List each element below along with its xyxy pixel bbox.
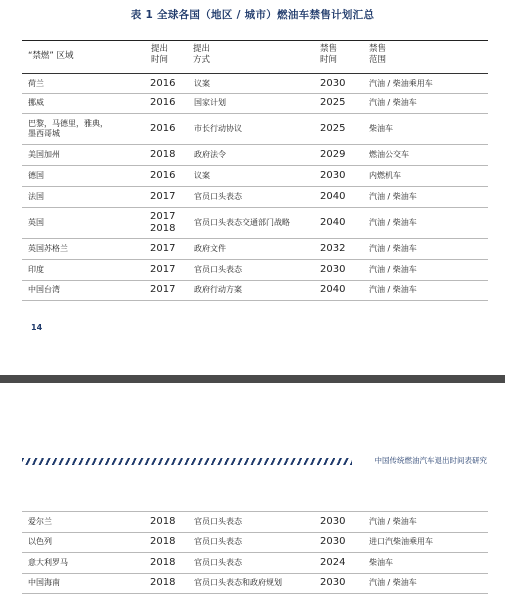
table-top-rule: [22, 40, 488, 41]
cell-region: 挪威: [28, 98, 44, 107]
cell-year: 2017: [150, 284, 176, 295]
row-rule: [22, 300, 488, 301]
cell-scope: 汽油 / 柴油车: [369, 98, 417, 107]
cell-stop: 2030: [320, 77, 346, 89]
cell-stop: 2040: [320, 190, 346, 202]
header-rule: [22, 73, 488, 74]
cell-method: 政府文件: [194, 243, 226, 253]
cell-stop: 2030: [320, 577, 346, 588]
cell-region: 荷兰: [28, 78, 44, 88]
cell-year: 2017: [150, 242, 176, 254]
cell-method: 政府行动方案: [194, 285, 242, 294]
cell-year: 2018: [150, 577, 176, 588]
cell-method: 议案: [194, 170, 210, 180]
row-rule: [22, 238, 488, 239]
cell-method: 官员口头表态: [194, 191, 242, 201]
cell-year: 2018: [150, 515, 176, 527]
cell-stop: 2030: [320, 515, 346, 527]
table2-top-rule: [22, 511, 488, 512]
cell-method: 国家计划: [194, 98, 226, 107]
cell-scope: 柴油车: [369, 123, 393, 133]
row-rule: [22, 93, 488, 94]
cell-stop: 2030: [320, 536, 346, 547]
row-rule: [22, 552, 488, 553]
cell-scope: 进口汽柴油乘用车: [369, 537, 433, 546]
cell-method: 市长行动协议: [194, 123, 242, 133]
running-header: 中国传统燃油汽车退出时间表研究: [374, 456, 487, 465]
cell-year: 2018: [150, 556, 176, 568]
cell-region: 印度: [28, 264, 44, 274]
row-rule: [22, 593, 488, 594]
cell-stop: 2032: [320, 242, 346, 254]
row-rule: [22, 144, 488, 145]
cell-region: 英国: [28, 217, 44, 227]
row-rule: [22, 532, 488, 533]
header-year: 提出 时间: [151, 44, 169, 65]
cell-region: 爱尔兰: [28, 516, 52, 526]
cell-stop: 2040: [320, 284, 346, 295]
cell-scope: 汽油 / 柴油车: [369, 243, 417, 253]
cell-region: 中国海南: [28, 578, 60, 587]
cell-method: 官员口头表态: [194, 516, 242, 526]
cell-year: 2018: [150, 148, 176, 160]
cell-scope: 汽油 / 柴油车: [369, 217, 417, 227]
header-method: 提出 方式: [193, 44, 211, 65]
cell-year: 2016: [150, 77, 176, 89]
row-rule: [22, 186, 488, 187]
cell-region: 美国加州: [28, 149, 60, 159]
cell-scope: 内燃机车: [369, 170, 401, 180]
cell-method: 官员口头表态: [194, 537, 242, 546]
cell-method: 官员口头表态交通部门战略: [194, 217, 290, 227]
cell-region: 英国苏格兰: [28, 243, 68, 253]
cell-year: 2017: [150, 263, 176, 275]
cell-stop: 2040: [320, 216, 346, 228]
header-region: “禁燃” 区域: [28, 51, 74, 61]
decorative-stripes: [22, 458, 352, 465]
cell-method: 官员口头表态: [194, 557, 242, 567]
cell-scope: 汽油 / 柴油乘用车: [369, 78, 433, 88]
cell-stop: 2030: [320, 169, 346, 181]
cell-year: 2016: [150, 169, 176, 181]
cell-region: 法国: [28, 191, 44, 201]
cell-year: 2017 2018: [150, 210, 176, 234]
cell-year: 2016: [150, 97, 176, 108]
cell-year: 2018: [150, 536, 176, 547]
cell-region: 以色列: [28, 537, 52, 546]
header-stop: 禁售 时间: [320, 44, 338, 65]
cell-scope: 汽油 / 柴油车: [369, 264, 417, 274]
cell-method: 政府法令: [194, 149, 226, 159]
table-title: 表 1 全球各国（地区 / 城市）燃油车禁售计划汇总: [130, 9, 375, 21]
cell-scope: 汽油 / 柴油车: [369, 285, 417, 294]
cell-scope: 汽油 / 柴油车: [369, 516, 417, 526]
cell-stop: 2030: [320, 263, 346, 275]
page-number: 14: [31, 323, 43, 332]
header-scope: 禁售 范围: [369, 44, 387, 65]
cell-method: 官员口头表态和政府规划: [194, 578, 282, 587]
row-rule: [22, 165, 488, 166]
cell-method: 议案: [194, 78, 210, 88]
cell-region: 中国台湾: [28, 285, 60, 294]
page-divider: [0, 375, 505, 383]
row-rule: [22, 259, 488, 260]
row-rule: [22, 113, 488, 114]
cell-region: 德国: [28, 170, 44, 180]
cell-region: 巴黎，马德里，雅典， 墨西哥城: [28, 118, 108, 138]
row-rule: [22, 207, 488, 208]
cell-stop: 2025: [320, 122, 346, 134]
row-rule: [22, 573, 488, 574]
cell-stop: 2024: [320, 556, 346, 568]
cell-region: 意大利罗马: [28, 557, 68, 567]
cell-stop: 2029: [320, 148, 346, 160]
cell-scope: 汽油 / 柴油车: [369, 578, 417, 587]
cell-stop: 2025: [320, 97, 346, 108]
cell-method: 官员口头表态: [194, 264, 242, 274]
cell-scope: 燃油公交车: [369, 149, 409, 159]
cell-scope: 柴油车: [369, 557, 393, 567]
cell-year: 2016: [150, 122, 176, 134]
row-rule: [22, 280, 488, 281]
cell-scope: 汽油 / 柴油车: [369, 191, 417, 201]
cell-year: 2017: [150, 190, 176, 202]
